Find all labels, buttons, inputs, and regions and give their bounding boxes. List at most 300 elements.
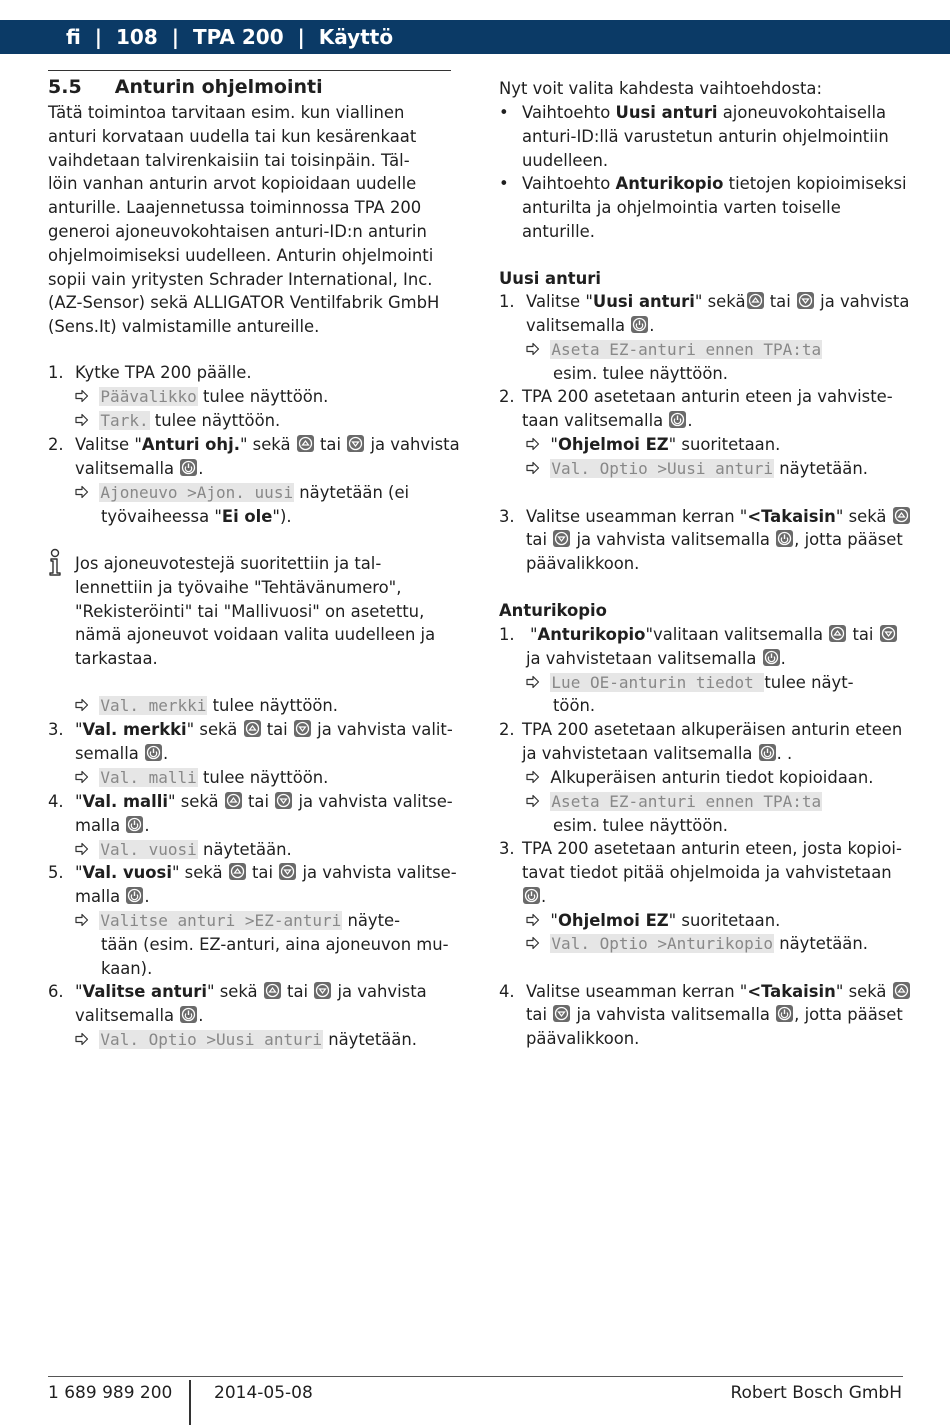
text: " (75, 720, 83, 739)
text: tai (261, 720, 293, 739)
text: taan valitsemalla (522, 411, 669, 430)
text: 5. (48, 863, 64, 882)
step-text (526, 290, 909, 314)
bold-text: Ei ole (221, 507, 273, 526)
display-text: Aseta EZ-anturi ennen TPA:ta (551, 340, 822, 359)
intro-line (48, 101, 404, 125)
up-key-icon (747, 292, 764, 309)
step-text (526, 552, 639, 576)
display-text: Val. malli (100, 768, 197, 787)
text: tulee näyttöön. (197, 387, 329, 406)
section-title: 5.5 Anturin ohjelmointi (48, 76, 323, 98)
display-text: Val. vuosi (100, 840, 197, 859)
down-key-icon (553, 530, 570, 547)
step-number (48, 980, 64, 1004)
text: . (144, 816, 150, 835)
text: töön. (553, 696, 596, 715)
text: näytetään. (322, 1030, 417, 1049)
bold-text: Anturikopio (537, 625, 646, 644)
text: TPA 200 asetetaan alkuperäisen anturin eteen (522, 720, 903, 739)
result-line (553, 694, 595, 718)
result-line (101, 933, 449, 957)
text: " (75, 792, 83, 811)
bold-text: Val. malli (82, 792, 168, 811)
text: 1. (499, 625, 515, 644)
result-arrow-icon (526, 794, 540, 808)
text: valitsemalla (75, 1006, 180, 1025)
intro-line (48, 149, 410, 173)
section-rule (48, 70, 451, 71)
text: 2. (48, 435, 64, 454)
intro-line (48, 291, 439, 315)
step-text (526, 647, 786, 671)
down-key-icon (275, 792, 292, 809)
step-number (48, 718, 64, 742)
result-line (101, 957, 152, 981)
up-key-icon (829, 625, 846, 642)
text: " (530, 625, 538, 644)
ok-key-icon (759, 744, 776, 761)
text: Valitse " (75, 435, 142, 454)
result-arrow-icon (75, 389, 89, 403)
text: " (550, 435, 558, 454)
step-text (522, 861, 892, 885)
step-number (499, 385, 515, 409)
result-line (526, 338, 822, 362)
intro-line (48, 125, 416, 149)
step-text (522, 385, 893, 409)
ok-key-icon (180, 459, 197, 476)
text: semalla (75, 744, 144, 763)
text: tään (esim. EZ-anturi, aina ajoneuvon mu- (101, 935, 449, 954)
bullet-text (522, 125, 889, 149)
step-number (499, 623, 515, 647)
text: ja vahvista valit- (311, 720, 453, 739)
text: Valitse useamman kerran " (526, 982, 748, 1001)
text: "Rekisteröinti" tai "Mallivuosi" on asetettu, (75, 601, 425, 621)
text: näytetään. (197, 840, 292, 859)
result-line (526, 457, 868, 481)
text: . (198, 459, 204, 478)
text: Tätä toimintoa tarvitaan esim. kun viallinen (48, 103, 405, 122)
text: . (780, 649, 786, 668)
header-lang: fi (66, 25, 81, 49)
text: anturi korvataan uudella tai kun kesärenkaat (48, 126, 417, 146)
subheading: Anturikopio (499, 601, 607, 620)
step-number (499, 837, 515, 861)
bullet-text (522, 172, 907, 196)
bullet-text (522, 196, 841, 220)
header-sep: | (297, 25, 305, 49)
text: 3. (499, 839, 515, 858)
result-line (526, 766, 873, 790)
text: , jotta pääset (794, 530, 903, 549)
step-number (499, 290, 515, 314)
text: Vaihtoehto (522, 174, 616, 193)
step-number (499, 505, 515, 529)
text: tavat tiedot pitää ohjelmoida ja vahvistetaan (522, 863, 892, 882)
result-arrow-icon (75, 1032, 89, 1046)
intro-line (48, 244, 433, 268)
step-text (522, 837, 902, 861)
subheading: Uusi anturi (499, 269, 601, 288)
result-line (75, 481, 409, 505)
intro-line (48, 268, 432, 292)
up-key-icon (264, 982, 281, 999)
footer-doc-number: 1 689 989 200 (48, 1383, 173, 1403)
text: nämä ajoneuvot voidaan valita uudelleen ja (75, 625, 436, 645)
subheading-uusi-anturi (499, 267, 601, 291)
text: Jos ajoneuvotestejä suoritettiin ja tal- (75, 554, 382, 573)
text: 6. (48, 982, 64, 1001)
result-arrow-icon (526, 342, 540, 356)
result-arrow-icon (75, 485, 89, 499)
footer-company: Robert Bosch GmbH (730, 1383, 902, 1403)
text: lennettiin ja työvaihe "Tehtävänumero", (75, 577, 402, 597)
up-key-icon (229, 863, 246, 880)
bold-text: <Takaisin (747, 507, 836, 526)
bullet: • (499, 174, 509, 193)
display-text: Tark. (100, 411, 149, 430)
text: tai (281, 982, 314, 1001)
intro-line (48, 172, 416, 196)
text: anturilta ja ohjelmointia varten toiselle (522, 198, 841, 217)
ok-key-icon (631, 316, 648, 333)
ok-key-icon (776, 530, 793, 547)
result-arrow-icon (75, 913, 89, 927)
result-arrow-icon (75, 842, 89, 856)
text: tulee näyttöön. (149, 411, 281, 430)
bold-text: Uusi anturi (615, 103, 718, 122)
text: tarkastaa. (75, 649, 158, 669)
down-key-icon (294, 720, 311, 737)
text: Vaihtoehto (522, 103, 616, 122)
text: ja vahvista valitse- (297, 863, 457, 882)
text: 1. (48, 363, 64, 382)
step-text (75, 885, 150, 909)
display-text: Val. merkki (100, 696, 207, 715)
text: " sekä (694, 292, 746, 311)
intro-line (48, 196, 421, 220)
step-text (530, 623, 898, 647)
intro-line (48, 315, 319, 339)
step-number (499, 980, 515, 1004)
text: tai (314, 435, 347, 454)
down-key-icon (314, 982, 331, 999)
text: tulee näyttöön. (207, 696, 338, 715)
ok-key-icon (126, 887, 143, 904)
display-text: Päävalikko (100, 387, 197, 406)
text: 4. (48, 792, 64, 811)
note-line (75, 647, 158, 671)
text: näyte- (342, 911, 401, 930)
ok-key-icon (145, 744, 162, 761)
text: 4. (499, 982, 515, 1001)
step-text (75, 814, 150, 838)
result-line (75, 385, 328, 409)
down-key-icon (553, 1005, 570, 1022)
text: "valitaan valitsemalla (645, 625, 829, 644)
text: 1. (499, 292, 515, 311)
text: tai (246, 863, 279, 882)
text: " sekä (206, 982, 263, 1001)
bold-text: Valitse anturi (82, 982, 207, 1001)
result-arrow-icon (75, 770, 89, 784)
result-arrow-icon (75, 698, 89, 712)
display-text: Valitse anturi >EZ-anturi (100, 911, 342, 930)
down-key-icon (347, 435, 364, 452)
options-intro (499, 77, 822, 101)
text: . (649, 316, 655, 335)
text: ja vahvistetaan valitsemalla (522, 744, 758, 763)
display-text: Val. Optio >Anturikopio (551, 934, 773, 953)
text: tulee näyttöön. (197, 768, 329, 787)
bullet-text (522, 149, 608, 173)
step-number (48, 861, 64, 885)
text: valitsemalla (526, 316, 631, 335)
up-key-icon (297, 435, 314, 452)
step-text (75, 742, 168, 766)
text: tai (847, 625, 879, 644)
result-line (101, 505, 292, 529)
result-line (75, 1028, 417, 1052)
text: . (541, 887, 547, 906)
text: uudelleen. (522, 151, 609, 170)
bold-text: Val. vuosi (82, 863, 172, 882)
result-arrow-icon (526, 936, 540, 950)
step-text (526, 1027, 639, 1051)
result-line (553, 362, 728, 386)
text: TPA 200 asetetaan anturin eteen, josta kopioi- (522, 839, 902, 858)
intro-line (48, 220, 427, 244)
header-page-number: 108 (116, 25, 158, 49)
text: TPA 200 asetetaan anturin eteen ja vahviste- (522, 387, 893, 406)
result-line (75, 694, 338, 718)
text: " suoritetaan. (668, 435, 781, 454)
bold-text: Anturi ohj. (141, 435, 240, 454)
result-arrow-icon (526, 437, 540, 451)
step-number (48, 361, 64, 385)
text: päävalikkoon. (526, 1029, 640, 1048)
bold-text: Ohjelmoi EZ (557, 435, 669, 454)
step-text (75, 980, 427, 1004)
text: (Sens.It) valmistamille antureille. (48, 317, 320, 337)
up-key-icon (225, 792, 242, 809)
step-text (522, 885, 546, 909)
text: näytetään. (773, 459, 868, 478)
text: näytetään. (773, 934, 868, 953)
note-line (75, 552, 381, 576)
text: , jotta pääset (794, 1005, 903, 1024)
text: ja vahvista (365, 435, 460, 454)
info-icon (46, 548, 64, 576)
display-text: Lue OE-anturin tiedot (551, 673, 764, 692)
text: " suoritetaan. (668, 911, 781, 930)
text: " sekä (171, 863, 228, 882)
ok-key-icon (776, 1005, 793, 1022)
up-key-icon (893, 982, 910, 999)
step-text (75, 718, 453, 742)
step-number (499, 718, 515, 742)
step-text (75, 433, 460, 457)
header-product: TPA 200 (192, 25, 284, 49)
footer-date: 2014-05-08 (214, 1383, 313, 1403)
header-sep: | (171, 25, 180, 49)
page-header (0, 20, 950, 54)
step-text (526, 505, 911, 529)
text: esim. tulee näyttöön. (553, 364, 728, 383)
step-number (48, 790, 64, 814)
text: ja vahvista valitse- (293, 792, 453, 811)
header-chapter: Käyttö (318, 25, 394, 49)
text: " sekä (835, 982, 892, 1001)
text: päävalikkoon. (526, 554, 640, 573)
ok-key-icon (180, 1006, 197, 1023)
text: Kytke TPA 200 päälle. (75, 363, 252, 382)
ok-key-icon (763, 649, 780, 666)
text: Nyt voit valita kahdesta vaihtoehdosta: (499, 79, 822, 98)
display-text: Ajoneuvo >Ajon. uusi (100, 483, 294, 502)
text: näytetään (ei (294, 483, 410, 502)
text: ja vahvistetaan valitsemalla (526, 649, 762, 668)
up-key-icon (244, 720, 261, 737)
result-arrow-icon (526, 770, 540, 784)
text: sopii vain yritysten Schrader International, Inc. (48, 269, 433, 289)
down-key-icon (880, 625, 897, 642)
display-text: Aseta EZ-anturi ennen TPA:ta (551, 792, 822, 811)
result-line (526, 671, 854, 695)
text: anturille. (522, 222, 595, 241)
text: . (687, 411, 693, 430)
step-text (526, 314, 655, 338)
step-text (75, 1004, 204, 1028)
text: generoi ajoneuvokohtaisen anturi-ID:n anturin (48, 222, 427, 241)
result-line (526, 433, 780, 457)
text: esim. tulee näyttöön. (553, 816, 728, 835)
text: " (550, 911, 558, 930)
result-line (75, 409, 280, 433)
result-arrow-icon (526, 675, 540, 689)
result-arrow-icon (526, 913, 540, 927)
text: " sekä (186, 720, 243, 739)
result-line (75, 766, 328, 790)
text: ja vahvista (332, 982, 427, 1001)
text: malla (75, 887, 126, 906)
text: (AZ-Sensor) sekä ALLIGATOR Ventilfabrik GmbH (48, 293, 440, 313)
bold-text: Val. merkki (82, 720, 187, 739)
up-key-icon (893, 507, 910, 524)
text: ajoneuvokohtaisella (717, 103, 887, 122)
text: " (75, 863, 83, 882)
text: 3. (48, 720, 64, 739)
display-text: Val. Optio >Uusi anturi (100, 1030, 322, 1049)
result-line (75, 838, 292, 862)
text: ja vahvista valitsemalla (571, 1005, 776, 1024)
step-text (522, 742, 792, 766)
text: Valitse " (526, 292, 593, 311)
result-arrow-icon (75, 413, 89, 427)
text: 2. (499, 720, 515, 739)
text: ja vahvista valitsemalla (571, 530, 776, 549)
text: tai (764, 292, 796, 311)
step-text (526, 1003, 903, 1027)
footer-divider (189, 1380, 191, 1425)
note-line (75, 576, 401, 600)
bold-text: <Takaisin (747, 982, 836, 1001)
text: . (163, 744, 169, 763)
text: Alkuperäisen anturin tiedot kopioidaan. (550, 768, 874, 787)
bullet: • (499, 103, 509, 122)
result-line (526, 932, 868, 956)
text: 2. (499, 387, 515, 406)
step-text (526, 528, 903, 552)
bullet-text (522, 220, 595, 244)
text: ohjelmoimiseksi uudelleen. Anturin ohjelmointi (48, 245, 434, 265)
bullet-text (522, 101, 886, 125)
bold-text: Uusi anturi (592, 292, 695, 311)
step-text (75, 457, 204, 481)
note-line (75, 623, 435, 647)
step-text (522, 409, 693, 433)
result-line (553, 814, 728, 838)
ok-key-icon (523, 887, 540, 904)
result-line (526, 909, 780, 933)
text: "). (272, 507, 292, 526)
text: anturille. Laajennetussa toiminnossa TPA 200 (48, 198, 422, 218)
text: anturi-ID:llä varustetun anturin ohjelmointiin (522, 127, 889, 146)
down-key-icon (279, 863, 296, 880)
bold-text: Anturikopio (615, 174, 724, 193)
footer-rule (48, 1376, 903, 1377)
text: ja vahvista (814, 292, 910, 311)
result-line (75, 909, 400, 933)
text: malla (75, 816, 126, 835)
step-text (522, 718, 902, 742)
ok-key-icon (126, 816, 143, 833)
header-sep: | (94, 25, 103, 49)
text: . . (776, 744, 793, 763)
text: " sekä (239, 435, 296, 454)
text: . (144, 887, 150, 906)
note-line (75, 600, 424, 624)
down-key-icon (797, 292, 814, 309)
text: valitsemalla (75, 459, 180, 478)
text: kaan). (101, 959, 153, 978)
text: Valitse useamman kerran " (526, 507, 748, 526)
subheading-anturikopio (499, 599, 607, 623)
text: vaihdetaan talvirenkaisiin tai toisinpäin. Täl- (48, 150, 410, 170)
text: 3. (499, 507, 515, 526)
step-text (526, 980, 911, 1004)
ok-key-icon (669, 411, 686, 428)
text: tai (526, 530, 553, 549)
step-text (75, 861, 457, 885)
text: tietojen kopioimiseksi (723, 174, 907, 193)
text: " sekä (167, 792, 224, 811)
text: " sekä (835, 507, 892, 526)
text: löin vanhan anturin arvot kopioidaan uudelle (48, 174, 417, 194)
display-text: Val. Optio >Uusi anturi (551, 459, 773, 478)
text: tai (242, 792, 275, 811)
result-arrow-icon (526, 461, 540, 475)
step-number (48, 433, 64, 457)
step-text (75, 790, 453, 814)
bold-text: Ohjelmoi EZ (557, 911, 669, 930)
step-text (75, 361, 252, 385)
text: . (198, 1006, 204, 1025)
text: tulee näyt- (764, 673, 854, 692)
result-line (526, 790, 822, 814)
